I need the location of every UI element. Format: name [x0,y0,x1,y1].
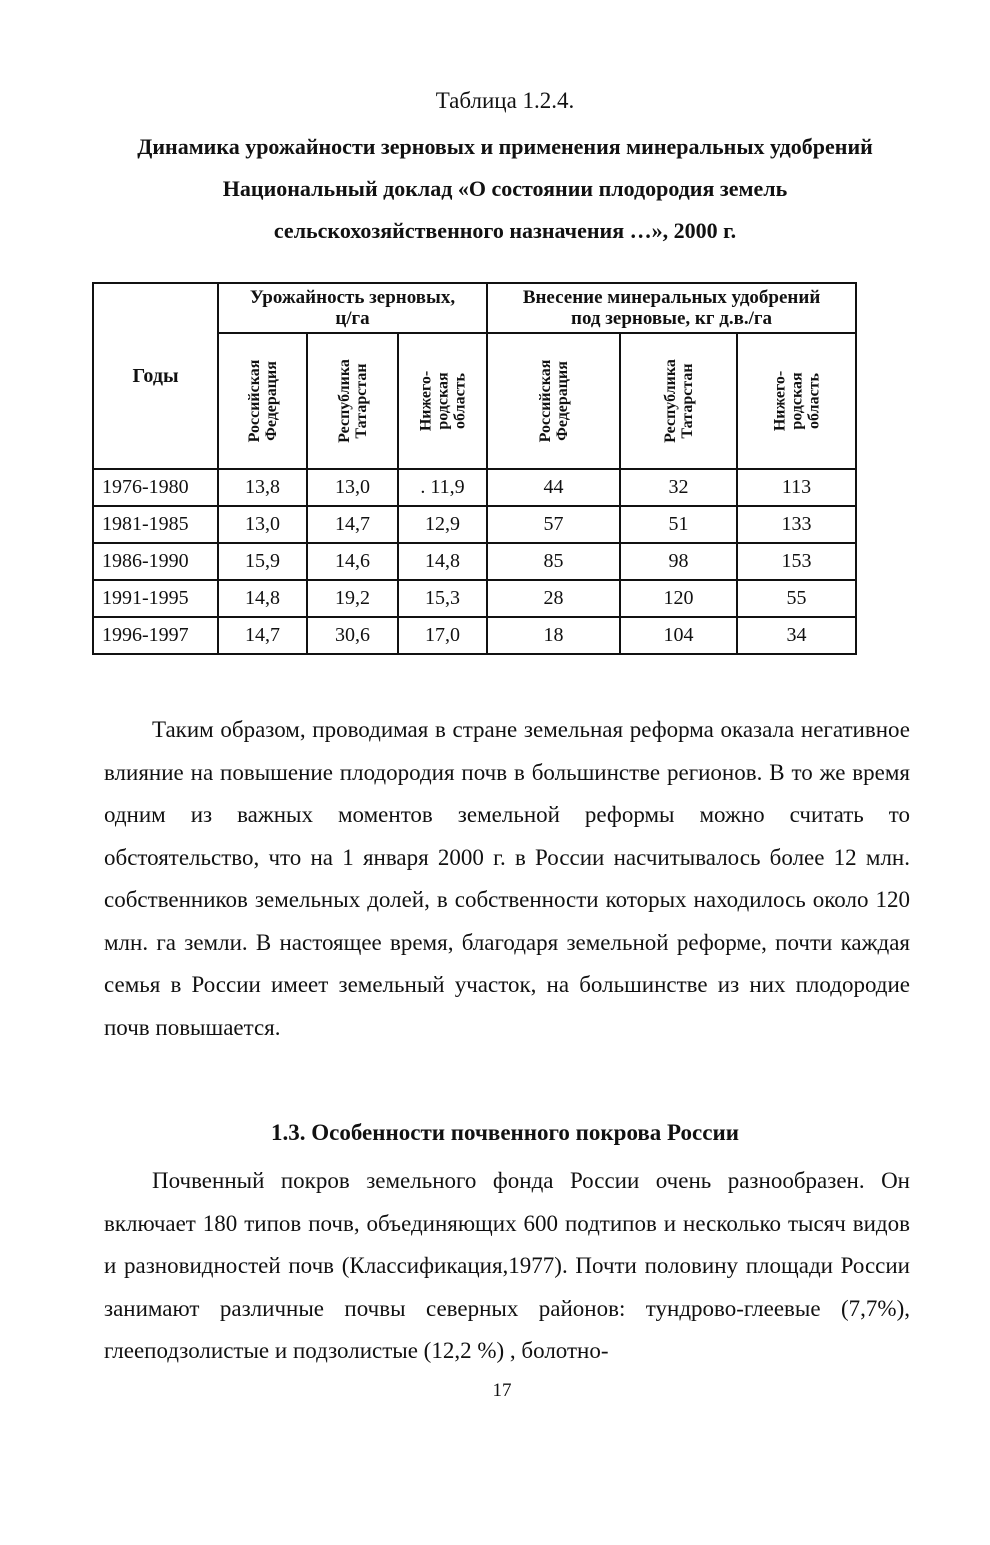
table-caption-line-2: Национальный доклад «О состоянии плодородия земель [222,176,788,201]
table-cell: 14,7 [307,506,398,543]
table-cell: 12,9 [398,506,487,543]
table-cell: 13,8 [218,469,307,506]
page-number: 17 [492,1380,512,1401]
subheader-yield-nizhny: Нижего- родская область [398,333,487,469]
table-cell: 32 [620,469,737,506]
table-cell: 14,8 [218,580,307,617]
table-cell: 1981-1985 [93,506,218,543]
section-title: 1.3. Особенности почвенного покрова России [271,1120,739,1145]
fertilizer-group-header: Внесение минеральных удобрений под зерновые, кг д.в./га [487,283,856,333]
subheader-yield-russia: Российская Федерация [218,333,307,469]
table-cell: 133 [737,506,856,543]
table-cell: 14,8 [398,543,487,580]
table-cell: 1991-1995 [93,580,218,617]
table-cell: 57 [487,506,620,543]
body-paragraph-1: Таким образом, проводимая в стране земельная реформа оказала негативное влияние на повышение плодородия почв в большинстве регионов. В то же время одним из важных моментов земельной реформы можно считать то обстоятельство, что на 1 января 2000 г. в России насчитывалось более 12 млн. собственников земельных долей, в собственности которых находилось около 120 млн. га земли. В настоящее время, благодаря земельной реформе, почти каждая семья в России имеет земельный участок, на большинстве из них плодородие почв повышается. [104,717,910,1040]
table-cell: 18 [487,617,620,654]
table-cell: . 11,9 [398,469,487,506]
table-row [93,469,856,506]
yield-fertilizer-table [92,282,857,655]
table-cell: 44 [487,469,620,506]
yield-group-header: Урожайность зерновых, ц/га [218,283,487,333]
subheader-fert-nizhny: Нижего- родская область [737,333,856,469]
table-caption-line-1: Динамика урожайности зерновых и применения минеральных удобрений [137,134,873,159]
table-cell: 14,7 [218,617,307,654]
table-cell: 98 [620,543,737,580]
subheader-yield-tatarstan: Республика Татарстан [307,333,398,469]
table-row [93,580,856,617]
table-cell: 34 [737,617,856,654]
table-cell: 1986-1990 [93,543,218,580]
table-cell: 30,6 [307,617,398,654]
table-cell: 19,2 [307,580,398,617]
table-row [93,543,856,580]
table-number: Таблица 1.2.4. [435,88,575,113]
table-cell: 120 [620,580,737,617]
subheader-fert-tatarstan: Республика Татарстан [620,333,737,469]
table-cell: 153 [737,543,856,580]
table-cell: 28 [487,580,620,617]
table-row [93,617,856,654]
table-cell: 15,9 [218,543,307,580]
table-cell: 104 [620,617,737,654]
table-row [93,506,856,543]
table-cell: 17,0 [398,617,487,654]
table-cell: 1996-1997 [93,617,218,654]
table-caption-line-3: сельскохозяйственного назначения …», 2000 г. [273,218,737,243]
table-cell: 51 [620,506,737,543]
table-cell: 13,0 [218,506,307,543]
table-cell: 113 [737,469,856,506]
subheader-fert-russia: Российская Федерация [487,333,620,469]
table-cell: 55 [737,580,856,617]
table-cell: 15,3 [398,580,487,617]
table-cell: 1976-1980 [93,469,218,506]
table-cell: 13,0 [307,469,398,506]
table-cell: 85 [487,543,620,580]
years-header: Годы [93,283,218,469]
body-paragraph-2: Почвенный покров земельного фонда России очень разнообразен. Он включает 180 типов почв, объединяющих 600 подтипов и несколько тысяч видов и разновидностей почв (Классификация,1977). Почти половину площади России занимают различные почвы северных районов: тундрово-глеевые (7,7%), глееподзолистые и подзолистые (12,2 %) , болотно- [104,1168,910,1363]
table-cell: 14,6 [307,543,398,580]
